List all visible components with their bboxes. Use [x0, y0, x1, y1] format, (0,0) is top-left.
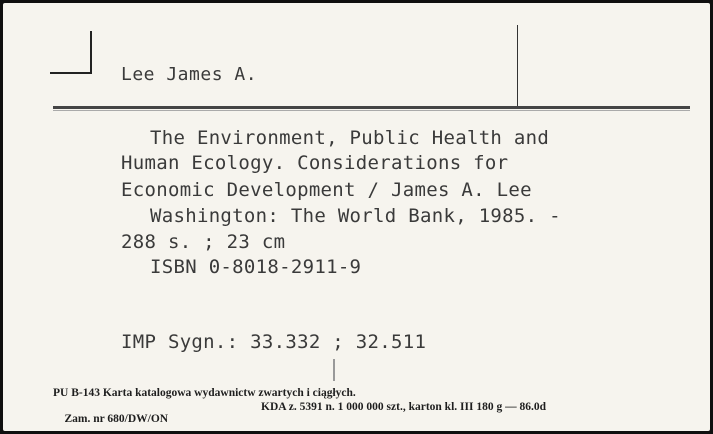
corner-horizontal-line	[50, 72, 92, 74]
physical-description: 288 s. ; 23 cm	[121, 231, 286, 253]
publication-line: Washington: The World Bank, 1985. -	[150, 205, 561, 227]
call-number: IMP Sygn.: 33.332 ; 32.511	[121, 331, 427, 353]
catalog-card	[3, 3, 710, 431]
title-line-3: Economic Development / James A. Lee	[121, 179, 532, 201]
title-line-1: The Environment, Public Health and	[150, 127, 550, 149]
header-rule-shadow	[53, 110, 690, 111]
printer-footer-line-2	[53, 401, 546, 431]
corner-vertical-line	[90, 31, 92, 73]
print-run-info: KDA z. 5391 n. 1 000 000 szt., karton kl. III 180 g — 86.0d	[261, 401, 546, 413]
ink-mark	[333, 359, 335, 381]
author-heading: Lee James A.	[121, 64, 258, 85]
isbn-line: ISBN 0-8018-2911-9	[150, 256, 362, 278]
order-number: Zam. nr 680/DW/ON	[64, 413, 169, 425]
title-line-2: Human Ecology. Considerations for	[121, 152, 509, 174]
right-vertical-line	[517, 25, 518, 109]
printer-footer-line-1: PU B-143 Karta katalogowa wydawnictw zwartych i ciągłych.	[53, 387, 356, 399]
header-rule	[53, 106, 690, 109]
